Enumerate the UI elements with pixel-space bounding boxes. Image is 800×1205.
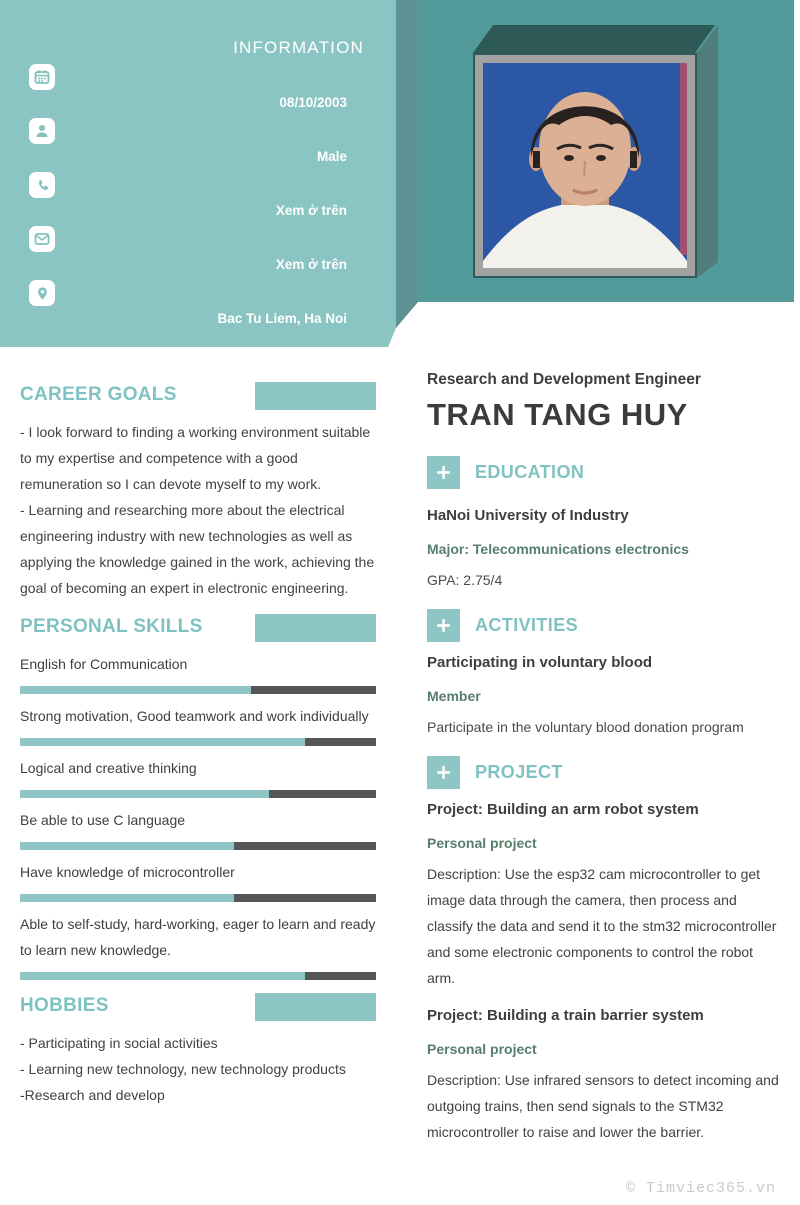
- project-item: [427, 800, 779, 991]
- info-item-birthdate: [0, 64, 396, 118]
- info-item-phone: [0, 172, 396, 226]
- email-value: Xem ở trên: [275, 257, 347, 272]
- skill-label: Logical and creative thinking: [20, 760, 197, 776]
- photo-box-top-face: [473, 25, 715, 53]
- skill-label: Have knowledge of microcontroller: [20, 864, 235, 880]
- phone-icon: [29, 172, 55, 198]
- project-type: Personal project: [427, 835, 537, 851]
- personal-skills-title: PERSONAL SKILLS: [20, 616, 203, 637]
- hobbies-list: [20, 1030, 376, 1108]
- skill-bar: [20, 972, 376, 980]
- skill-bar-fill: [20, 686, 251, 694]
- activities-header: [427, 609, 779, 642]
- project-title: PROJECT: [475, 762, 563, 782]
- skill-item: [20, 703, 376, 746]
- skill-bar-fill: [20, 894, 234, 902]
- info-panel: [0, 0, 396, 326]
- plus-icon: [427, 756, 460, 789]
- education-school: HaNoi University of Industry: [427, 507, 629, 524]
- mail-icon: [29, 226, 55, 252]
- career-goals-text: [20, 419, 376, 601]
- birthdate-value: 08/10/2003: [279, 95, 347, 110]
- hobbies-title: HOBBIES: [20, 995, 109, 1016]
- info-panel-side-shadow: [396, 0, 418, 328]
- education-title: EDUCATION: [475, 462, 585, 482]
- career-goal-paragraph: - I look forward to finding a working environment suitable to my expertise and competence with a good remuneration so I can devote myself to my work.: [20, 424, 371, 492]
- skill-item: [20, 807, 376, 850]
- person-icon: [29, 118, 55, 144]
- career-goal-paragraph: - Learning and researching more about the electrical engineering industry with new technologies as well as applying the knowledge gained in the work, achieving the goal of becoming an expert in electronic engineering.: [20, 502, 375, 596]
- address-value: Bac Tu Liem, Ha Noi: [217, 311, 347, 326]
- skill-bar-fill: [20, 842, 234, 850]
- calendar-icon: [29, 64, 55, 90]
- skill-label: Strong motivation, Good teamwork and work individually: [20, 708, 369, 724]
- activity-role: Member: [427, 688, 481, 704]
- portrait-illustration: [483, 63, 687, 268]
- skill-label: Able to self-study, hard-working, eager to learn and ready to learn new knowledge.: [20, 916, 376, 958]
- skill-bar: [20, 894, 376, 902]
- activity-heading: Participating in voluntary blood: [427, 654, 653, 671]
- skill-label: English for Communication: [20, 656, 188, 672]
- personal-skills-header: [20, 614, 376, 642]
- skill-item: [20, 651, 376, 694]
- job-title: Research and Development Engineer: [427, 371, 701, 388]
- project-item: [427, 1006, 779, 1145]
- education-header: [427, 456, 779, 489]
- personal-skills-header-block: [255, 614, 376, 642]
- right-column: [427, 370, 779, 1145]
- photo-box-side-face: [695, 25, 718, 278]
- info-panel-title: INFORMATION: [233, 38, 364, 57]
- skill-bar: [20, 790, 376, 798]
- skill-bar-fill: [20, 738, 305, 746]
- skill-bar: [20, 686, 376, 694]
- project-heading: Project: Building a train barrier system: [427, 1007, 704, 1024]
- skill-item: [20, 911, 376, 980]
- hobbies-header-block: [255, 993, 376, 1021]
- activity-description: Participate in the voluntary blood donation program: [427, 719, 744, 735]
- plus-icon: [427, 456, 460, 489]
- project-description: Description: Use the esp32 cam microcontroller to get image data through the camera, then process and classify the data and send it to the stm32 microcontroller and some electronic components to control the robot arm.: [427, 866, 777, 986]
- info-item-address: [0, 280, 396, 334]
- hobby-item: -Research and develop: [20, 1087, 165, 1103]
- hobbies-header: [20, 993, 376, 1021]
- hobby-item: - Participating in social activities: [20, 1035, 218, 1051]
- info-item-gender: [0, 118, 396, 172]
- skill-label: Be able to use C language: [20, 812, 186, 828]
- gender-value: Male: [316, 149, 347, 164]
- watermark: © Timviec365.vn: [625, 1180, 776, 1197]
- skill-item: [20, 755, 376, 798]
- project-description: Description: Use infrared sensors to detect incoming and outgoing trains, then send signals to the STM32 microcontroller to raise and lower the barrier.: [427, 1072, 779, 1140]
- skill-bar-fill: [20, 790, 269, 798]
- project-heading: Project: Building an arm robot system: [427, 801, 699, 818]
- career-goals-title: CAREER GOALS: [20, 384, 177, 405]
- skill-bar: [20, 842, 376, 850]
- hobby-item: - Learning new technology, new technology products: [20, 1061, 346, 1077]
- education-major: Major: Telecommunications electronics: [427, 541, 689, 557]
- profile-photo: [473, 53, 697, 278]
- skill-item: [20, 859, 376, 902]
- phone-value: Xem ở trên: [275, 203, 347, 218]
- candidate-name: TRAN TANG HUY: [427, 397, 688, 432]
- profile-photo-frame: [475, 55, 695, 276]
- skills-list: [20, 651, 376, 980]
- career-goals-header: [20, 382, 376, 410]
- activities-title: ACTIVITIES: [475, 615, 579, 635]
- education-gpa: GPA: 2.75/4: [427, 572, 503, 588]
- plus-icon: [427, 609, 460, 642]
- left-column: [20, 382, 376, 1108]
- info-item-email: [0, 226, 396, 280]
- project-header: [427, 756, 779, 789]
- location-icon: [29, 280, 55, 306]
- project-type: Personal project: [427, 1041, 537, 1057]
- skill-bar: [20, 738, 376, 746]
- skill-bar-fill: [20, 972, 305, 980]
- career-goals-header-block: [255, 382, 376, 410]
